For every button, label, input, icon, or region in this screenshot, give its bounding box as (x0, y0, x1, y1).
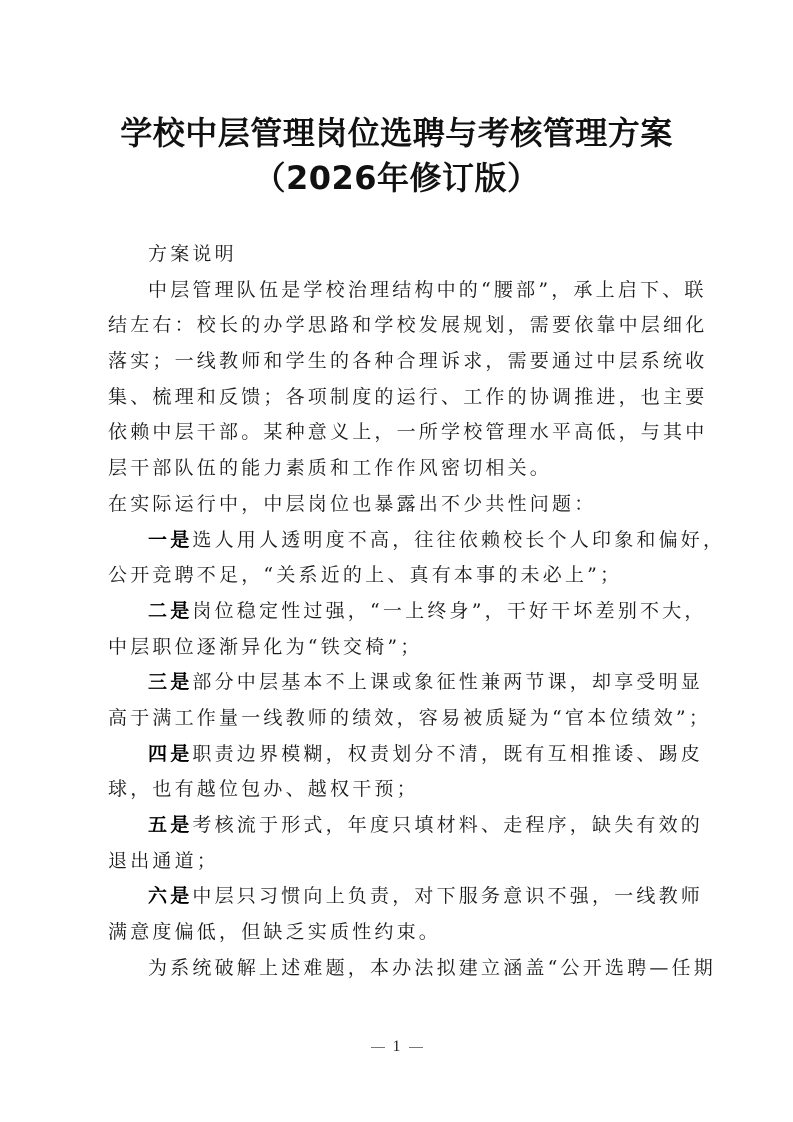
issue-line (108, 630, 688, 666)
line-text: 集、梳理和反馈；各项制度的运行、工作的协调推进，也主要 (108, 385, 708, 408)
page-number (0, 1038, 793, 1056)
issue-line (108, 844, 688, 880)
line-text: 中层管理队伍是学校治理结构中的“腰部”，承上启下、联 (148, 278, 707, 301)
line-text: 中层只习惯向上负责，对下服务意识不强，一线教师 (192, 885, 704, 908)
issue-line (108, 558, 688, 594)
issue-line (108, 879, 704, 915)
dash-left (371, 1047, 385, 1048)
lead-label: 六是 (148, 885, 193, 908)
issue-line (108, 701, 712, 737)
dash-right (409, 1047, 423, 1048)
paragraph-line (108, 380, 708, 416)
issue-line (108, 665, 704, 701)
issue-line (108, 772, 688, 808)
paragraph-line (108, 951, 716, 987)
line-text: 在实际运行中，中层岗位也暴露出不少共性问题： (108, 492, 597, 515)
line-text: 高于满工作量一线教师的绩效，容易被质疑为“官本位绩效”； (108, 706, 712, 729)
paragraph-line (108, 451, 688, 487)
line-text: 中层职位逐渐异化为“铁交椅”； (108, 635, 423, 658)
lead-label: 一是 (148, 528, 193, 551)
line-text: 岗位稳定性过强，“一上终身”，干好干坏差别不大， (192, 599, 707, 622)
document-body (108, 237, 726, 986)
document-title: 学校中层管理岗位选聘与考核管理方案 (120, 114, 673, 152)
issue-line (108, 594, 707, 630)
document-subtitle: （2026年修订版） (253, 159, 540, 197)
line-text: 结左右：校长的办学思路和学校发展规划，需要依靠中层细化 (108, 314, 708, 337)
paragraph-line (108, 344, 708, 380)
line-text: 依赖中层干部。某种意义上，一所学校管理水平高低，与其中 (108, 421, 708, 444)
paragraph-line (108, 308, 708, 344)
lead-label: 四是 (148, 742, 193, 765)
paragraph-line (108, 415, 708, 451)
lead-label: 三是 (148, 671, 193, 694)
line-text: 选人用人透明度不高，往往依赖校长个人印象和偏好， (192, 528, 726, 551)
issue-line (108, 808, 704, 844)
lead-label: 二是 (148, 599, 193, 622)
line-text: 部分中层基本不上课或象征性兼两节课，却享受明显 (192, 671, 704, 694)
issue-line (108, 523, 726, 559)
line-text: 层干部队伍的能力素质和工作作风密切相关。 (108, 457, 553, 480)
lead-label: 五是 (148, 814, 193, 836)
line-text: 落实；一线教师和学生的各种合理诉求，需要通过中层系统收 (108, 350, 708, 373)
line-text: 为系统破解上述难题，本办法拟建立涵盖“公开选聘—任期 (148, 956, 716, 979)
page-number-value: 1 (392, 1038, 401, 1055)
paragraph-line (108, 273, 707, 309)
line-text: 退出通道； (108, 849, 220, 872)
line-text: 满意度偏低，但缺乏实质性约束。 (108, 921, 442, 944)
paragraph-line (108, 487, 688, 523)
section-heading: 方案说明 (148, 243, 237, 265)
line-text: 球，也有越位包办、越权干预； (108, 778, 419, 801)
issue-line (108, 737, 704, 773)
line-text: 职责边界模糊，权责划分不清，既有互相推诿、踢皮 (192, 742, 704, 765)
line-text: 公开竞聘不足，“关系近的上、真有本事的未必上”； (108, 564, 623, 587)
issue-line (108, 915, 688, 951)
line-text: 考核流于形式，年度只填材料、走程序，缺失有效的 (192, 814, 704, 836)
